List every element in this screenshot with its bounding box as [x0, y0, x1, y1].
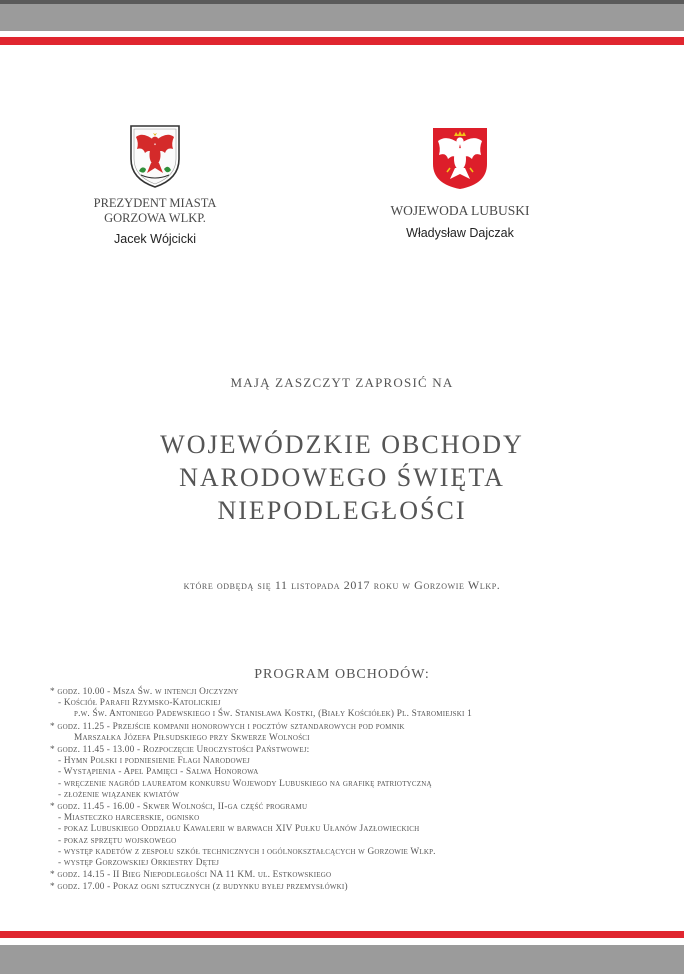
event-date-place: które odbędą się 11 listopada 2017 roku w Gorzowie Wlkp.	[183, 578, 501, 592]
event-title	[0, 428, 684, 527]
event-title-line1: WOJEWÓDZKIE OBCHODY	[160, 430, 524, 459]
program-item: - występ kadetów z zespołu szkół technicznych i ogólnokształcących w Gorzowie Wlkp.	[58, 846, 436, 857]
top-grey-band	[0, 4, 684, 31]
program-item: * godz. 11.45 - 13.00 - Rozpoczęcie Uroczystości Państwowej:	[50, 745, 310, 756]
program-list	[50, 687, 660, 894]
program-item: - Hymn Polski i podniesienie Flagi Narodowej	[58, 756, 250, 767]
event-title-line3: NIEPODLEGŁOŚCI	[217, 496, 467, 525]
right-signer	[370, 203, 550, 241]
gorzow-coat-of-arms-icon	[127, 123, 183, 189]
bottom-grey-band	[0, 945, 684, 974]
left-signer-title-line2: GORZOWA WLKP.	[104, 211, 206, 225]
program-item: * godz. 14.15 - II Bieg Niepodległości NA 11 KM. ul. Estkowskiego	[50, 870, 332, 881]
program-item: * godz. 11.25 - Przejście kompanii honorowych i pocztów sztandarowych pod pomnik	[50, 721, 405, 732]
right-signer-title: WOJEWODA LUBUSKI	[390, 203, 530, 218]
program-item: - występ Gorzowskiej Orkiestry Dętej	[58, 858, 220, 869]
program-item: - Wystąpienia - Apel Pamięci - Salwa Honorowa	[58, 767, 259, 778]
bottom-red-band	[0, 931, 684, 938]
program-item: - Miasteczko harcerskie, ognisko	[58, 813, 200, 824]
program-heading: PROGRAM OBCHODÓW:	[254, 667, 430, 682]
invitation-line: MAJĄ ZASZCZYT ZAPROSIĆ NA	[230, 375, 454, 390]
left-signer	[70, 196, 240, 247]
polish-eagle-icon	[431, 126, 489, 190]
program-item: * godz. 10.00 - Msza Św. w intencji Ojczyzny	[50, 687, 239, 697]
program-item: - Kościół Parafii Rzymsko-Katolickiej	[58, 698, 221, 709]
program-item: p.w. Św. Antoniego Padewskiego i Św. Stanisława Kostki, (Biały Kościółek) Pl. Staromiejski 1	[74, 709, 472, 720]
event-title-line2: NARODOWEGO ŚWIĘTA	[179, 463, 505, 492]
left-signer-title-line1: PREZYDENT MIASTA	[93, 196, 217, 210]
program-item: * godz. 17.00 - Pokaz ogni sztucznych (z budynku byłej przemysłówki)	[50, 882, 348, 893]
right-signer-name: Władysław Dajczak	[406, 226, 514, 240]
program-item: - wręczenie nagród laureatom konkursu Wojewody Lubuskiego na grafikę patriotyczną	[58, 778, 432, 789]
program-item: - pokaz Lubuskiego Oddziału Kawalerii w barwach XIV Pułku Ułanów Jazłowieckich	[58, 824, 420, 835]
top-red-band	[0, 37, 684, 45]
left-signer-name: Jacek Wójcicki	[114, 232, 196, 246]
program-item: - pokaz sprzętu wojskowego	[58, 835, 177, 846]
program-item: - złożenie wiązanek kwiatów	[58, 789, 180, 800]
program-item: * godz. 11.45 - 16.00 - Skwer Wolności, II-ga część programu	[50, 802, 308, 813]
program-item: Marszałka Józefa Piłsudskiego przy Skwerze Wolności	[74, 732, 310, 743]
